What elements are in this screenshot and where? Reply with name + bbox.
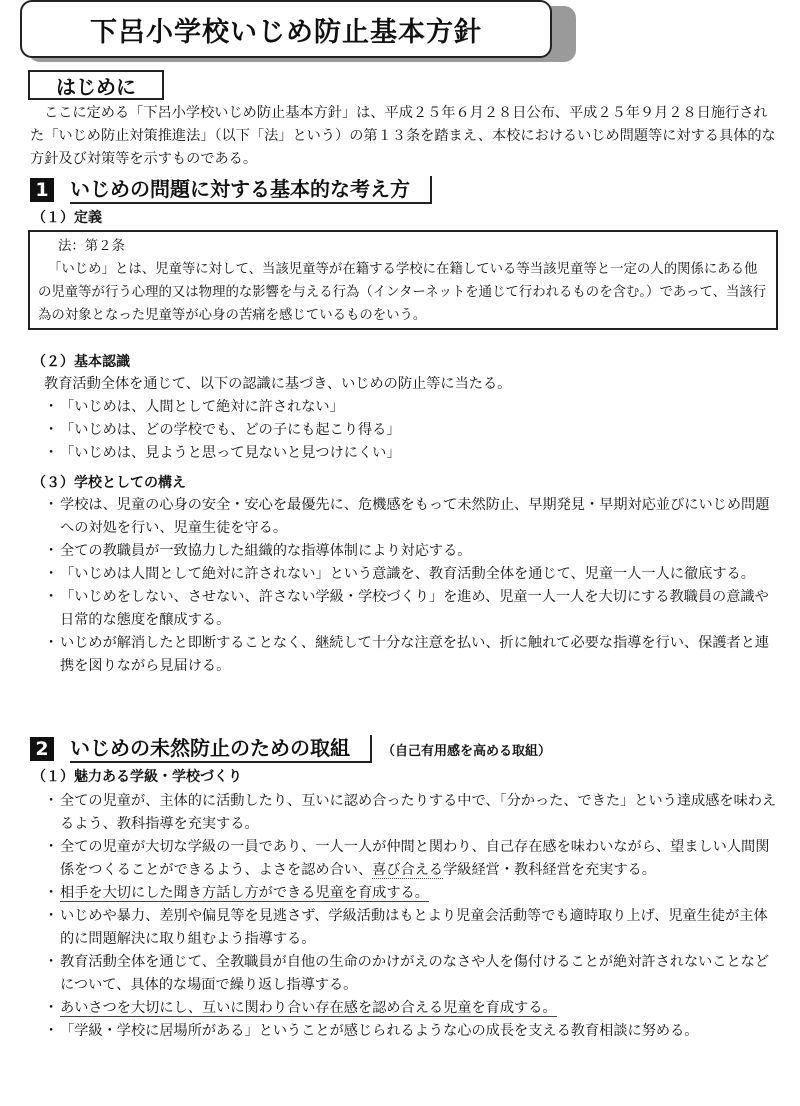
underlined-item-text: 相手を大切にした聞き方話し方ができる児童を育成する。 bbox=[60, 885, 429, 901]
definition-box bbox=[28, 230, 778, 330]
list-item: ・ 「いじめは人間として絶対に許されない」という意識を、教育活動全体を通じて、児童一人一人に徹底する。 bbox=[44, 563, 780, 586]
definition-label: 法：第２条 bbox=[58, 239, 125, 254]
section-1-heading bbox=[30, 176, 432, 204]
intro-heading: はじめに bbox=[28, 70, 164, 100]
list-item: ・ 「いじめは、人間として絶対に許されない」 bbox=[44, 396, 780, 419]
basic-recognition-list bbox=[44, 396, 780, 465]
list-item: ・ 全ての児童が、主体的に活動したり、互いに認め合ったりする中で、「分かった、できた」という達成感を味わえるよう、教科指導を充実する。 bbox=[44, 790, 780, 836]
underlined-item-text: あいさつを大切にし、互いに関わり合い存在感を認め合える児童を育成する。 bbox=[60, 1000, 557, 1016]
list-item: ・ いじめが解消したと即断することなく、継続して十分な注意を払い、折に触れて必要な指導を行い、保護者と連携を図りながら見届ける。 bbox=[44, 632, 780, 678]
intro-paragraph: ここに定める「下呂小学校いじめ防止基本方針」は、平成２５年６月２８日公布、平成２５年９月２８日施行された「いじめ防止対策推進法」（以下「法」という）の第１３条を踏まえ、本校におけるいじめ問題等に対する具体的な方針及び対策等を示すものである。 bbox=[30, 105, 776, 167]
section-2-heading bbox=[30, 735, 551, 763]
section-1-sub2-heading: （２）基本認識 bbox=[32, 354, 130, 370]
section-1-sub3-heading: （３）学校としての構え bbox=[32, 475, 186, 491]
list-item: ・ 「いじめは、見ようと思って見ないと見つけにくい」 bbox=[44, 442, 780, 465]
basic-recognition-lead: 教育活動全体を通じて、以下の認識に基づき、いじめの防止等に当たる。 bbox=[44, 376, 512, 392]
section-2-number: 2 bbox=[30, 737, 54, 761]
section-1-sub1-heading: （１）定義 bbox=[32, 210, 102, 226]
section-1-title: いじめの問題に対する基本的な考え方 bbox=[70, 176, 432, 204]
list-item bbox=[44, 997, 780, 1020]
underlined-phrase: 喜び合える bbox=[372, 862, 444, 878]
section-2-sub1-heading: （１）魅力ある学級・学校づくり bbox=[32, 769, 242, 785]
item-text: 全ての児童が大切な学級の一員であり、一人一人が仲間と関わり、自己存在感を味わいながら、望ましい人間関係をつくることができるよう、よさを認め合い、 bbox=[60, 839, 770, 878]
list-item: ・ 学校は、児童の心身の安全・安心を最優先に、危機感をもって未然防止、早期発見・早期対応並びにいじめ問題への対処を行い、児童生徒を守る。 bbox=[44, 494, 780, 540]
section-1-number: 1 bbox=[30, 178, 54, 202]
list-item: ・ 「学級・学校に居場所がある」ということが感じられるような心の成長を支える教育相談に努める。 bbox=[44, 1020, 780, 1043]
attractive-class-list bbox=[44, 790, 780, 1043]
page-title: 下呂小学校いじめ防止基本方針 bbox=[90, 16, 482, 48]
list-item: ・ 全ての教職員が一致協力した組織的な指導体制により対応する。 bbox=[44, 540, 780, 563]
list-item: ・ 「いじめは、どの学校でも、どの子にも起こり得る」 bbox=[44, 419, 780, 442]
section-2-title: いじめの未然防止のための取組 bbox=[70, 735, 372, 763]
item-text: 学級経営・教科経営を充実する。 bbox=[443, 862, 656, 878]
list-item bbox=[44, 882, 780, 905]
list-item: ・ 教育活動全体を通じて、全教職員が自他の生命のかけがえのなさや人を傷付けることが絶対許されないことなどについて、具体的な場面で繰り返し指導する。 bbox=[44, 951, 780, 997]
list-item: ・ いじめや暴力、差別や偏見等を見逃さず、学級活動はもとより児童会活動等でも適時取り上げ、児童生徒が主体的に問題解決に取り組むよう指導する。 bbox=[44, 905, 780, 951]
section-2-note: （自己有用感を高める取組） bbox=[382, 743, 552, 759]
school-stance-list bbox=[44, 494, 780, 678]
title-box bbox=[20, 0, 552, 58]
list-item bbox=[44, 836, 780, 882]
definition-text: 「いじめ」とは、児童等に対して、当該児童等が在籍する学校に在籍している等当該児童等と一定の人的関係にある他の児童等が行う心理的又は物理的な影響を与える行為（インターネットを通じて行われるものを含む。）であって、当該行為の対象となった児童等が心身の苦痛を感じているものをいう。 bbox=[38, 262, 767, 323]
list-item: ・ 「いじめをしない、させない、許さない学級・学校づくり」を進め、児童一人一人を大切にする教職員の意識や日常的な態度を醸成する。 bbox=[44, 586, 780, 632]
